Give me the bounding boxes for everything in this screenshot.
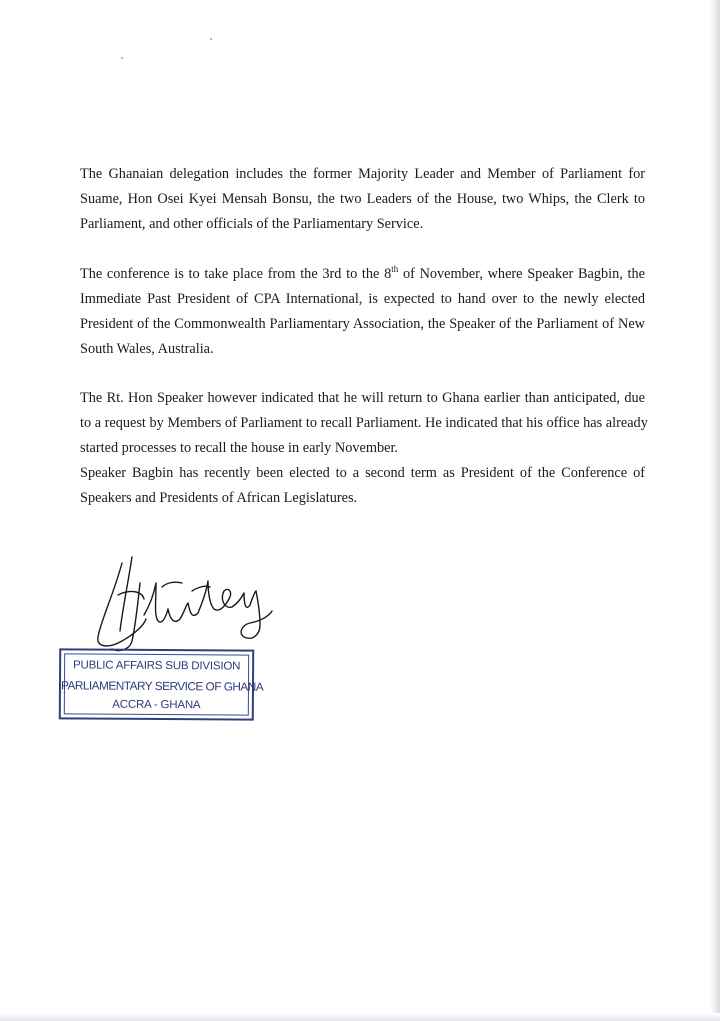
text-line: Suame, Hon Osei Kyei Mensah Bonsu, the two Leaders of the House, two Whips, the Clerk to — [80, 191, 645, 207]
paragraph-return — [80, 386, 648, 511]
scan-speck — [121, 57, 123, 59]
text-line: to a request by Members of Parliament to recall Parliament. He indicated that his office has already — [80, 415, 648, 431]
text-line: President of the Commonwealth Parliamentary Association, the Speaker of the Parliament of New — [80, 316, 645, 332]
stamp-line: PUBLIC AFFAIRS SUB DIVISION — [73, 659, 241, 673]
text-line: Speakers and Presidents of African Legislatures. — [80, 490, 358, 506]
paragraph-conference — [80, 262, 645, 362]
text-line: The Rt. Hon Speaker however indicated that he will return to Ghana earlier than anticipated, due — [80, 390, 645, 406]
scan-speck — [210, 38, 212, 40]
text-line: started processes to recall the house in early November. — [80, 440, 398, 456]
stamp-line: PARLIAMENTARY SERVICE OF GHANA — [60, 678, 264, 694]
page-shadow-edge — [710, 0, 720, 1021]
text-line: Speaker Bagbin has recently been elected to a second term as President of the Conference of — [80, 465, 645, 481]
page-shadow-edge — [0, 1013, 720, 1021]
text-line — [80, 262, 645, 287]
paragraph-delegation — [80, 162, 645, 237]
superscript: th — [391, 264, 399, 275]
text-line: Immediate Past President of CPA International, is expected to hand over to the newly elected — [80, 291, 645, 307]
text-segment: The conference is to take place from the 3rd to the 8 — [80, 266, 392, 282]
signature-icon — [92, 553, 282, 663]
official-stamp — [59, 648, 264, 720]
text-segment: of November, where Speaker Bagbin, the — [398, 266, 645, 282]
stamp-line: ACCRA - GHANA — [112, 698, 201, 712]
text-line: Parliament, and other officials of the Parliamentary Service. — [80, 216, 424, 232]
text-line: The Ghanaian delegation includes the former Majority Leader and Member of Parliament for — [80, 166, 645, 182]
text-line: South Wales, Australia. — [80, 341, 214, 357]
